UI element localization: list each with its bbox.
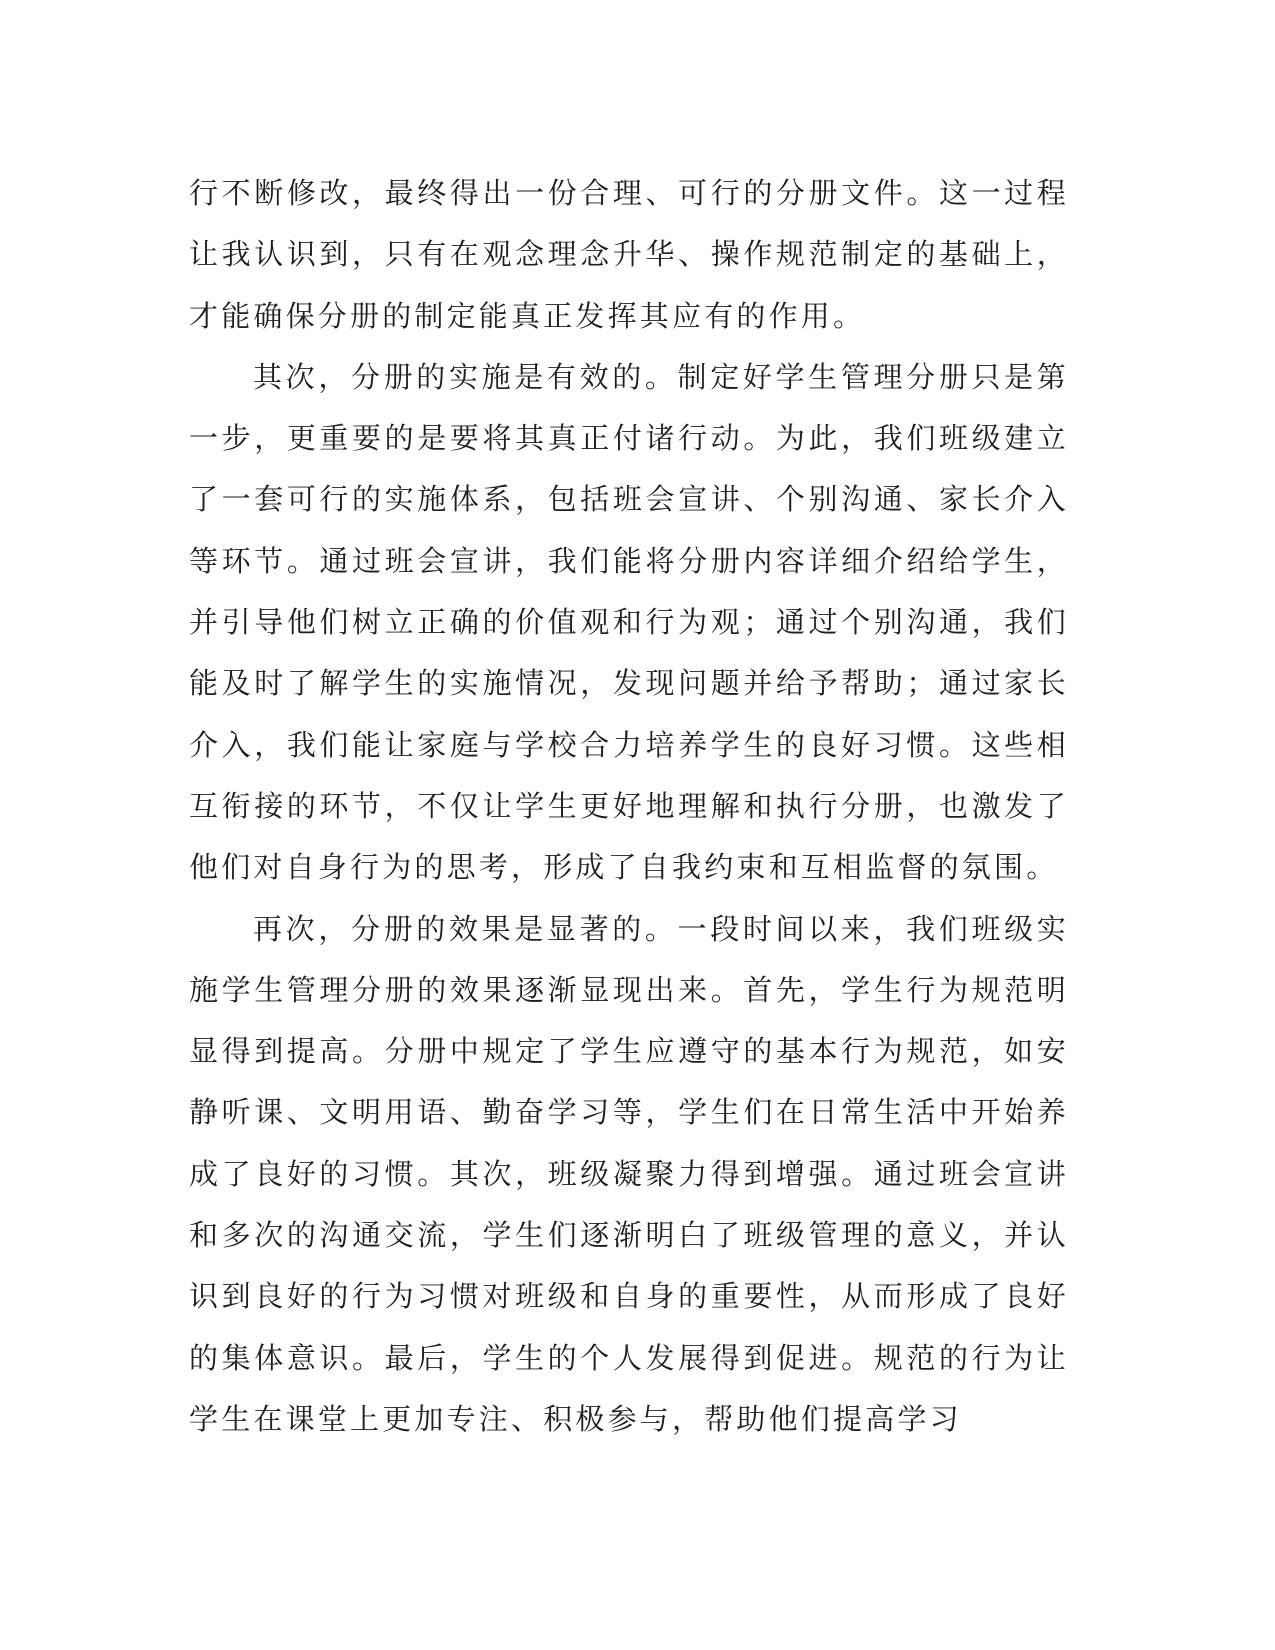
paragraph-2: 其次，分册的实施是有效的。制定好学生管理分册只是第一步，更重要的是要将其真正付诸行动。为此，我们班级建立了一套可行的实施体系，包括班会宣讲、个别沟通、家长介入等环节。通过班会宣讲，我们能将分册内容详细介绍给学生，并引导他们树立正确的价值观和行为观；通过个别沟通，我们能及时了解学生的实施情况，发现问题并给予帮助；通过家长介入，我们能让家庭与学校合力培养学生的良好习惯。这些相互衔接的环节，不仅让学生更好地理解和执行分册，也激发了他们对自身行为的思考，形成了自我约束和互相监督的氛围。 [189,359,1069,885]
paragraph-3: 再次，分册的效果是显著的。一段时间以来，我们班级实施学生管理分册的效果逐渐显现出来。首先，学生行为规范明显得到提高。分册中规定了学生应遵守的基本行为规范，如安静听课、文明用语、勤奋学习等，学生们在日常生活中开始养成了良好的习惯。其次，班级凝聚力得到增强。通过班会宣讲和多次的沟通交流，学生们逐渐明白了班级管理的意义，并认识到良好的行为习惯对班级和自身的重要性，从而形成了良好的集体意识。最后，学生的个人发展得到促进。规范的行为让学生在课堂上更加专注、积极参与，帮助他们提高学习 [189,911,1069,1436]
body-text [189,163,1069,1450]
paragraph-1: 行不断修改，最终得出一份合理、可行的分册文件。这一过程让我认识到，只有在观念理念升华、操作规范制定的基础上，才能确保分册的制定能真正发挥其应有的作用。 [189,176,1069,333]
